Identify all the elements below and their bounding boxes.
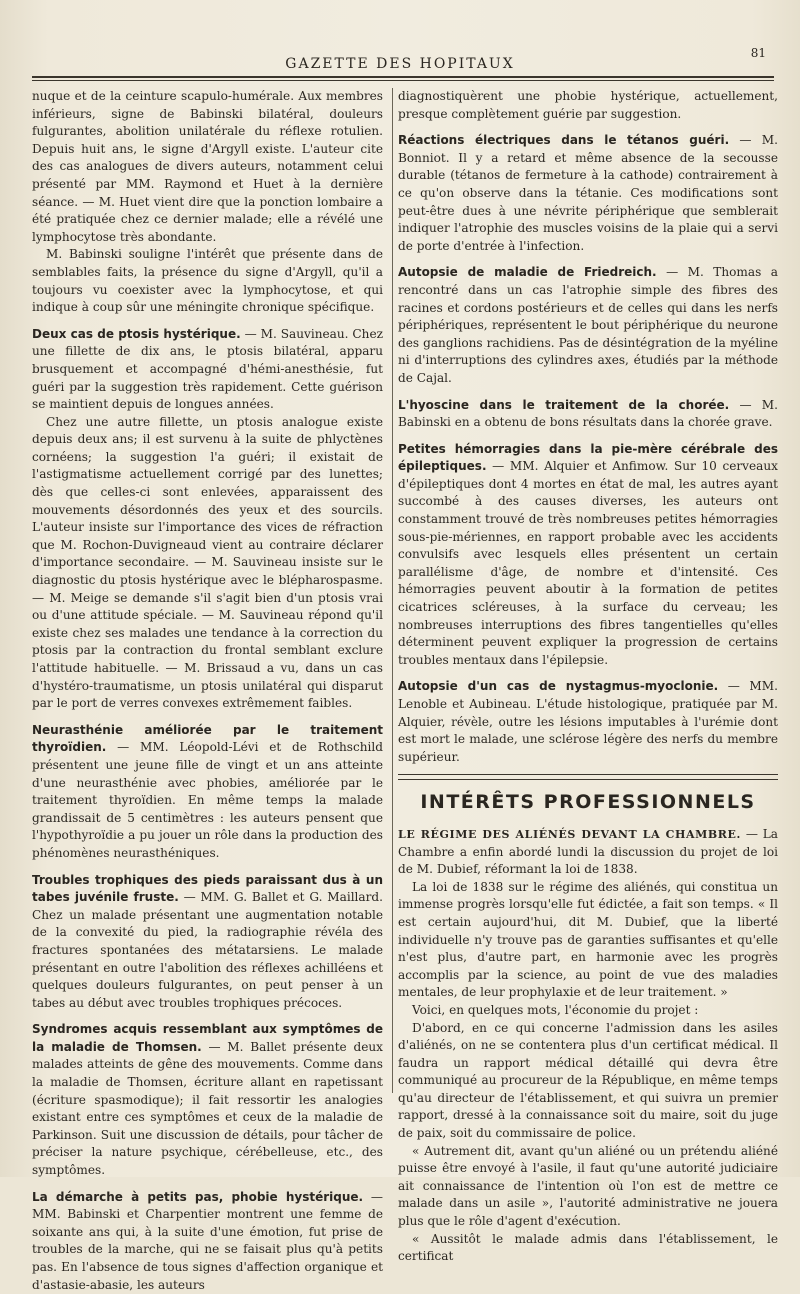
article bbox=[398, 132, 778, 255]
article bbox=[398, 397, 778, 432]
article-text: — M. Thomas a rencontré dans un cas l'atrophie simple des fibres des racines et cordons postérieurs et de celles qui dans les nerfs périphériques, représentent le bout périphérique du neurone des ganglions rachidiens. Pas de désintégration de la myéline ni d'interruptions des cylindres axes, étudiés par la méthode de Cajal. bbox=[398, 265, 778, 385]
article bbox=[32, 326, 383, 414]
paragraph: M. Babinski souligne l'intérêt que présente dans de semblables faits, la présence du signe d'Argyll, qu'il a toujours vu coexister avec la lymphocytose, et qui indique à coup sûr une méningite chronique spécifique. bbox=[32, 247, 383, 315]
article-text: — MM. Léopold-Lévi et de Rothschild présentent une jeune fille de vingt et un ans atteinte d'une neurasthénie avec phobies, améliorée par le traitement thyroïdien. En même temps la malade grandissait de 5 centimètres : les auteurs pensent que l'hypothyroïdie a pu jouer un rôle dans la production des phénomènes neurasthéniques. bbox=[32, 740, 383, 860]
column-divider bbox=[392, 88, 393, 1093]
article-heading: Autopsie d'un cas de nystagmus-myoclonie. bbox=[398, 679, 719, 694]
page-number: 81 bbox=[750, 46, 766, 60]
article bbox=[32, 1021, 383, 1179]
article-heading: Réactions électriques dans le tétanos guéri. bbox=[398, 133, 730, 148]
header-rule-thin bbox=[32, 80, 774, 81]
article-heading: Troubles trophiques des pieds paraissant dus à un tabes juvénile fruste. bbox=[32, 872, 383, 905]
article-text: — La Chambre a enfin abordé lundi la discussion du projet de loi de M. Dubief, réformant la loi de 1838. bbox=[398, 826, 778, 877]
article-text: — MM. G. Ballet et G. Maillard. Chez un malade présentant une augmentation notable de la convexité du pied, la radiographie révéla des fractures spontanées des métatarsiens. Le malade présentant en outre l'abolition des réflexes achilléens et quelques douleurs fulgurantes, on peut penser à un tabes au début avec troubles trophiques précoces. bbox=[32, 890, 384, 1010]
article bbox=[398, 678, 778, 766]
paragraph: diagnostiquèrent une phobie hystérique, actuellement, presque complètement guérie par suggestion. bbox=[398, 89, 778, 121]
article-text: — M. Sauvineau. Chez une fillette de dix ans, le ptosis bilatéral, apparu brusquement et accompagné d'hémi-anesthésie, fut guéri par la suggestion très rapidement. Cette guérison se maintient depuis de longues années. bbox=[32, 326, 383, 412]
paragraph: nuque et de la ceinture scapulo-humérale. Aux membres inférieurs, signe de Babinski bilatéral, douleurs fulgurantes, abolition unilatérale du réflexe rotulien. Depuis huit ans, le signe d'Argyll existe. L'auteur cite des cas analogues de divers auteurs, notamment celui présenté par MM. Raymond et Huet à la dernière séance. — M. Huet vient dire que la ponction lombaire a été pratiquée chez ce dernier malade; elle a révélé une lymphocytose très abondante. bbox=[32, 89, 383, 244]
paragraph: « Autrement dit, avant qu'un aliéné ou un prétendu aliéné puisse être envoyé à l'asile, il faut qu'une autorité judiciaire ait connaissance de l'intention où l'on est de mettre ce malade dans un asile », l'autorité administrative ne jouera plus que le rôle d'agent d'exécution. bbox=[398, 1143, 778, 1229]
article-text: — MM. Alquier et Anfimow. Sur 10 cerveaux d'épileptiques dont 4 mortes en état de mal, les autres ayant succombé à des causes diverses, les auteurs ont constamment trouvé de très nombreuses petites hémorragies sous-pie-mériennes, en rapport probable avec les accidents convulsifs avec lesquels elles présentent un certain parallélisme d'âge, de nombre et d'intensité. Ces hémorragies peuvent aboutir à la formation de petites cicatrices scléreuses, à la surface du cerveau; les nombreuses interruptions des fibres tangentielles qu'elles déterminent peuvent expliquer la progression de certains troubles mentaux dans l'épilepsie. bbox=[398, 459, 778, 667]
right-column bbox=[398, 88, 778, 1266]
article-text: — M. Ballet présente deux malades atteints de gêne des mouvements. Comme dans la maladie de Thomsen, écriture allant en rapetissant (écriture spasmodique); il fait ressortir les analogies existant entre ces symptômes et ceux de la maladie de Parkinson. Suit une discussion de détails, pour tâcher de préciser la nature psychique, cérébelleuse, etc., des symptômes. bbox=[32, 1039, 383, 1178]
article bbox=[398, 441, 778, 670]
article-heading: La démarche à petits pas, phobie hystérique. bbox=[32, 1189, 364, 1204]
paragraph: « Aussitôt le malade admis dans l'établissement, le certificat bbox=[398, 1231, 778, 1264]
article-heading: Petites hémorragies dans la pie-mère cérébrale des épileptiques. bbox=[398, 441, 778, 474]
article-text: — MM. Babinski et Charpentier montrent une femme de soixante ans qui, à la suite d'une émotion, fut prise de troubles de la marche, qui ne se faisait plus qu'à petits pas. En l'absence de tous signes d'affection organique et d'astasie-abasie, les auteurs bbox=[32, 1189, 383, 1292]
article-heading: Deux cas de ptosis hystérique. bbox=[32, 326, 241, 341]
article-heading: LE RÉGIME DES ALIÉNÉS DEVANT LA CHAMBRE. bbox=[398, 827, 741, 841]
article bbox=[32, 872, 383, 1013]
paragraph: La loi de 1838 sur le régime des aliénés, qui constitua un immense progrès lorsqu'elle fut édictée, a fait son temps. « Il est certain aujourd'hui, dit M. Dubief, que la liberté individuelle n'y trouve pas de garanties suffisantes et qu'elle n'est plus, d'autre part, en harmonie avec les progrès accomplis par la science, au point de vue des maladies mentales, de leur prophylaxie et de leur traitement. » bbox=[398, 879, 778, 1000]
paragraph: Chez une autre fillette, un ptosis analogue existe depuis deux ans; il est survenu à la suite de phlyctènes cornéens; la suggestion l'a guéri; il existait de l'astigmatisme actuellement corrigé par des lunettes; dès que celles-ci sont enlevées, apparaissent des mouvements désordonnés des yeux et des sourcils. L'auteur insiste sur l'importance des vices de réfraction que M. Rochon-Duvigneaud vient au contraire déclarer d'importance secondaire. — M. Sauvineau insiste sur le diagnostic du ptosis hystérique avec le blépharospasme. — M. Meige se demande s'il s'agit bien d'un ptosis vrai ou d'une attitude spéciale. — M. Sauvineau répond qu'il existe chez ses malades une tendance à la correction du ptosis par la contraction du frontal semblant exclure l'attitude habituelle. — M. Brissaud a vu, dans un cas d'hystéro-traumatisme, un ptosis unilatéral qui disparut par le port de verres convexes extrêmement faibles. bbox=[32, 414, 383, 711]
article-text: — MM. Lenoble et Aubineau. L'étude histologique, pratiquée par M. Alquier, révèle, outre les lésions imputables à l'urémie dont est mort le malade, une sclérose légère des nerfs du membre supérieur. bbox=[398, 679, 778, 764]
paragraph: Voici, en quelques mots, l'économie du projet : bbox=[412, 1002, 699, 1017]
header-rule bbox=[32, 76, 774, 78]
left-column bbox=[32, 88, 383, 1294]
article bbox=[398, 264, 778, 387]
paragraph: D'abord, en ce qui concerne l'admission dans les asiles d'aliénés, on ne se contentera plus d'un certificat médical. Il faudra un rapport médical détaillé qui devra être communiqué au procureur de la République, en même temps qu'au directeur de l'établissement, et qui suivra un premier rapport, dressé à la connaissance soit du maire, soit du juge de paix, soit du commissaire de police. bbox=[398, 1020, 778, 1141]
article-heading: Neurasthénie améliorée par le traitement thyroïdien. bbox=[32, 722, 383, 755]
article-text: — M. Bonniot. Il y a retard et même absence de la secousse durable (tétanos de fermeture à la cathode) contrairement à ce qu'on observe dans la tétanie. Ces modifications sont peut-être dues à une névrite périphérique que semblerait indiquer l'atrophie des muscles voisins de la plaie qui a servi de porte d'entrée à l'infection. bbox=[398, 133, 778, 253]
section-rule bbox=[398, 774, 778, 780]
article bbox=[398, 826, 778, 879]
article-heading: Autopsie de maladie de Friedreich. bbox=[398, 265, 657, 280]
article bbox=[32, 1189, 383, 1294]
article bbox=[32, 722, 383, 863]
page-header-title: GAZETTE DES HOPITAUX bbox=[285, 56, 515, 72]
article-heading: Syndromes acquis ressemblant aux symptômes de la maladie de Thomsen. bbox=[32, 1022, 383, 1054]
section-title: INTÉRÊTS PROFESSIONNELS bbox=[420, 791, 756, 814]
article-heading: L'hyoscine dans le traitement de la chorée. bbox=[398, 397, 730, 412]
article-text: — M. Babinski en a obtenu de bons résultats dans la chorée grave. bbox=[398, 397, 778, 430]
